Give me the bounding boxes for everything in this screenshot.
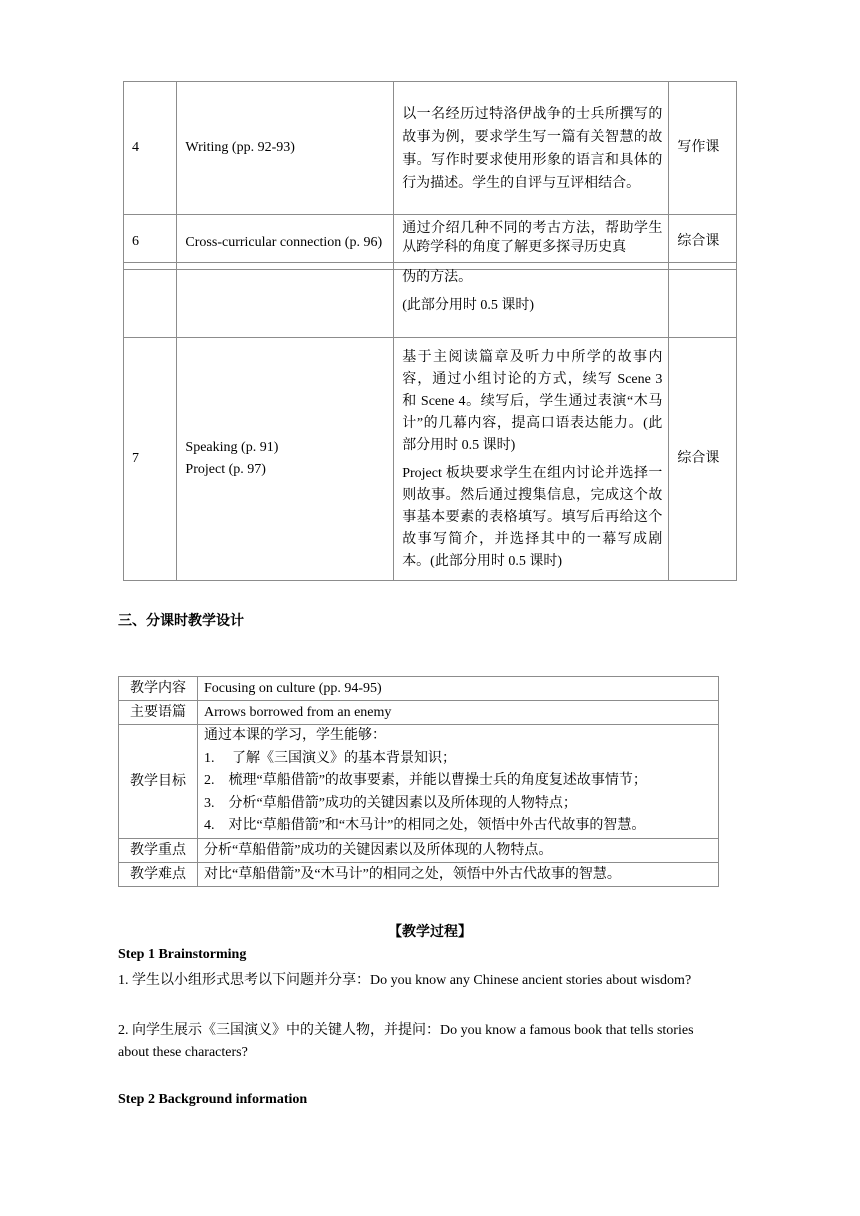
lesson-type-cell: 综合课 xyxy=(669,338,737,581)
section-cell xyxy=(177,338,394,581)
table-row xyxy=(119,862,719,886)
step2-title: Step 2 Background information xyxy=(118,1092,308,1107)
section-heading: 三、分课时教学设计 xyxy=(118,613,244,629)
row-label: 教学目标 xyxy=(119,725,198,839)
section-cell: Writing (pp. 92-93) xyxy=(177,82,394,215)
row-value: Arrows borrowed from an enemy xyxy=(198,701,719,725)
description-cell xyxy=(394,338,669,581)
table-row xyxy=(124,263,737,338)
goals-cell xyxy=(198,725,719,839)
lesson-number-cell: 6 xyxy=(124,215,177,270)
goal-item: 3. 分析“草船借箭”成功的关键因素以及所体现的人物特点； xyxy=(204,795,577,811)
step1-paragraph: 2. 向学生展示《三国演义》中的关键人物，并提问：Do you know a famous book that tells stories about these characters? xyxy=(118,1023,694,1060)
step1-paragraph: 1. 学生以小组形式思考以下问题并分享：Do you know any Chinese ancient stories about wisdom? xyxy=(118,973,692,988)
description-paragraph: 伪的方法。 xyxy=(402,270,473,285)
table-row xyxy=(119,838,719,862)
row-label: 教学难点 xyxy=(119,862,198,886)
description-paragraph: 基于主阅读篇章及听力中所学的故事内容，通过小组讨论的方式，续写 Scene 3 和 Scene 4。续写后，学生通过表演“木马计”的几幕内容，提高口语表达能力。(此部分用时 0.5 课时) xyxy=(402,350,663,453)
description-cell: 以一名经历过特洛伊战争的士兵所撰写的故事为例，要求学生写一篇有关智慧的故事。写作时要求使用形象的语言和具体的行为描述。学生的自评与互评相结合。 xyxy=(394,82,669,215)
lesson-number-cell: 4 xyxy=(124,82,177,215)
step1-title: Step 1 Brainstorming xyxy=(118,947,247,962)
lesson-type-cell xyxy=(669,263,737,338)
process-title: 【教学过程】 xyxy=(388,924,472,940)
table-row xyxy=(119,677,719,701)
description-cell xyxy=(394,263,669,338)
goal-item: 4. 对比“草船借箭”和“木马计”的相同之处，领悟中外古代故事的智慧。 xyxy=(204,818,646,833)
lesson-plan-table-part1 xyxy=(123,81,737,270)
row-label: 主要语篇 xyxy=(119,701,198,725)
section-line: Speaking (p. 91) xyxy=(185,440,279,455)
goals-intro: 通过本课的学习，学生能够： xyxy=(204,728,386,743)
section-cell xyxy=(177,263,394,338)
description-cell: 通过介绍几种不同的考古方法，帮助学生从跨学科的角度了解更多探寻历史真 xyxy=(394,215,669,270)
table-row xyxy=(124,82,737,215)
table-row xyxy=(119,725,719,839)
lesson-plan-table-part2 xyxy=(123,262,737,581)
row-value: Focusing on culture (pp. 94-95) xyxy=(198,677,719,701)
section-cell: Cross-curricular connection (p. 96) xyxy=(177,215,394,270)
lesson-type-cell: 综合课 xyxy=(669,215,737,270)
table-row xyxy=(119,701,719,725)
row-value: 分析“草船借箭”成功的关键因素以及所体现的人物特点。 xyxy=(198,838,719,862)
lesson-design-table xyxy=(118,676,719,887)
lesson-number-cell: 7 xyxy=(124,338,177,581)
lesson-number-cell xyxy=(124,263,177,338)
description-paragraph: (此部分用时 0.5 课时) xyxy=(402,298,535,313)
description-paragraph: Project 板块要求学生在组内讨论并选择一则故事。然后通过搜集信息，完成这个故事基本要素的表格填写。填写后再给这个故事写简介，并选择其中的一幕写成剧本。(此部分用时 0.5 课时) xyxy=(402,466,663,569)
section-line: Project (p. 97) xyxy=(185,462,266,477)
table-row xyxy=(124,338,737,581)
lesson-type-cell: 写作课 xyxy=(669,82,737,215)
row-value: 对比“草船借箭”及“木马计”的相同之处，领悟中外古代故事的智慧。 xyxy=(198,862,719,886)
row-label: 教学内容 xyxy=(119,677,198,701)
row-label: 教学重点 xyxy=(119,838,198,862)
goal-item: 1. 了解《三国演义》的基本背景知识； xyxy=(204,750,456,766)
goal-item: 2. 梳理“草船借箭”的故事要素，并能以曹操士兵的角度复述故事情节； xyxy=(204,773,647,788)
